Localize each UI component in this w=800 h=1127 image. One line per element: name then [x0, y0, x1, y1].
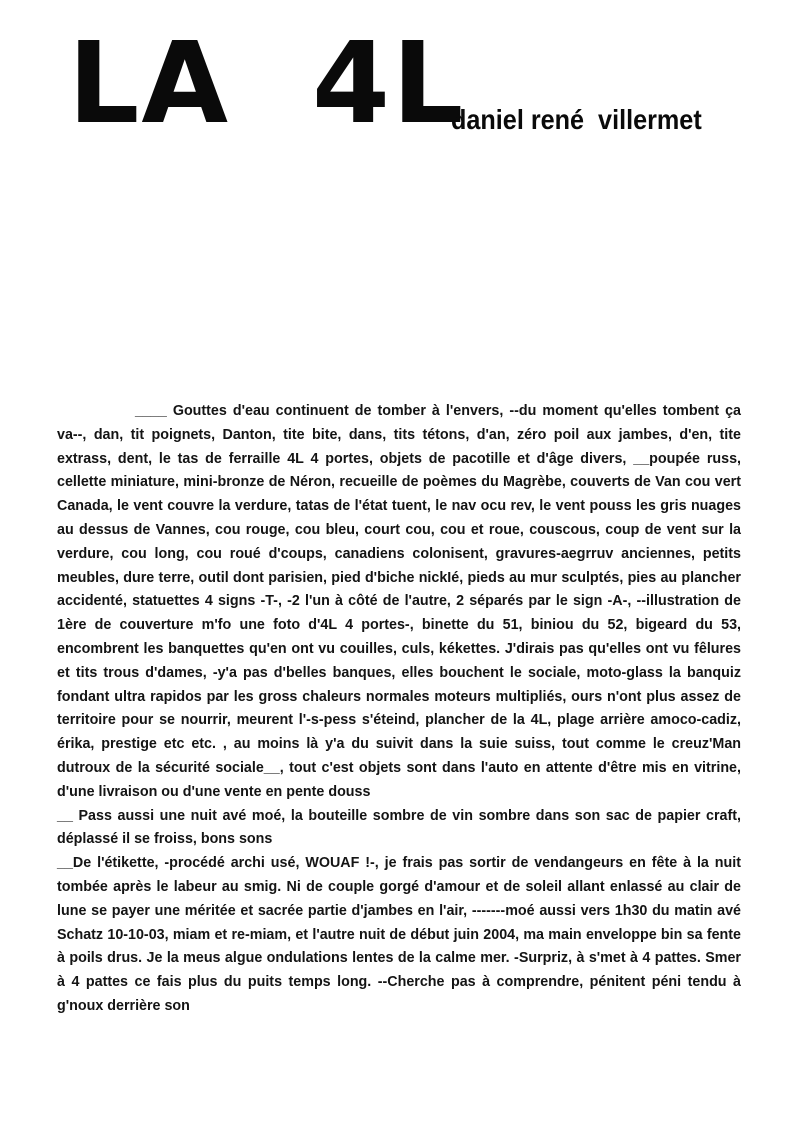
- page-title: LA 4L: [68, 19, 466, 149]
- paragraph: ____ Gouttes d'eau continuent de tomber à l'envers, --du moment qu'elles tombent ça va--, dan, tit poignets, Danton, tite bite, dans, tits tétons, d'an, zéro poil aux jambes, d'en, tite extrass, dent, le tas de ferraille 4L 4 portes, objets de pacotille et d'âge divers, __poupée russ, cellette miniature, mini-bronze de Néron, recueille de poèmes du Magrèbe, couverts de Van cou vert Canada, le vent couvre la verdure, tatas de l'état tuent, le nav ocu rev, le vent pouss les gris nuages au dessus de Vannes, cou rouge, cou bleu, court cou, cou et roue, couscous, coup de vent sur la verdure, cou long, cou roué d'coups, canadiens colonisent, gravures-aegrruv anciennes, petits meubles, dure terre, outil dont parisien, pied d'biche nickIé, pieds au mur sculptés, pies au plancher accidenté, statuettes 4 signs -T-, -2 l'un à côté de l'autre, 2 séparés par le sign -A-, --illustration de 1ère de couverture m'fo une foto d'4L 4 portes-, binette du 51, biniou du 52, bigeard du 53, encombrent les banquettes qu'en ont vu couilles, culs, kékettes. J'dirais pas qu'elles ont vu fêlures et tits trous d'dames, -y'a pas d'belles banques, elles bouchent le sociale, moto-glass la banquiz fondant ultra rapidos par les gross chaleurs normales moteurs multipliés, ours n'ont plus assez de territoire pour se nourrir, meurent l'-s-pess s'éteind, plancher de la 4L, plage arrière amoco-cadiz, érika, prestige etc etc. , au moins là y'a du suivit dans la suie suiss, tout comme le creuz'Man dutroux de la sécurité sociale__, tout c'est objets sont dans l'auto en attente d'être mis en vitrine, d'une livraison ou d'une vente en pente douss: [57, 403, 741, 800]
- paragraph: __ Pass aussi une nuit avé moé, la bouteille sombre de vin sombre dans son sac de papier craft, déplassé il se froiss, bons sons: [57, 807, 741, 848]
- body-text: [57, 400, 741, 1019]
- paragraph: __De l'étikette, -procédé archi usé, WOUAF !-, je frais pas sortir de vendangeurs en fête à la nuit tombée après le labeur au smig. Ni de couple gorgé d'amour et de soleil allant enlassé au clair de lune se payer une méritée et sacrée partie d'jambes en l'air, -------moé aussi vers 1h30 du matin avé Schatz 10-10-03, miam et re-miam, et l'autre nuit de début juin 2004, ma main enveloppe bin sa fente à poils drus. Je la meus algue ondulations lentes de la calme mer. -Surpriz, à s'met à 4 pattes. Smer à 4 pattes ce fais plus du puits temps long. --Cherche pas à comprendre, pénitent péni tendu à g'noux derrière son: [57, 855, 741, 1014]
- author-name: daniel rené villermet: [451, 104, 702, 135]
